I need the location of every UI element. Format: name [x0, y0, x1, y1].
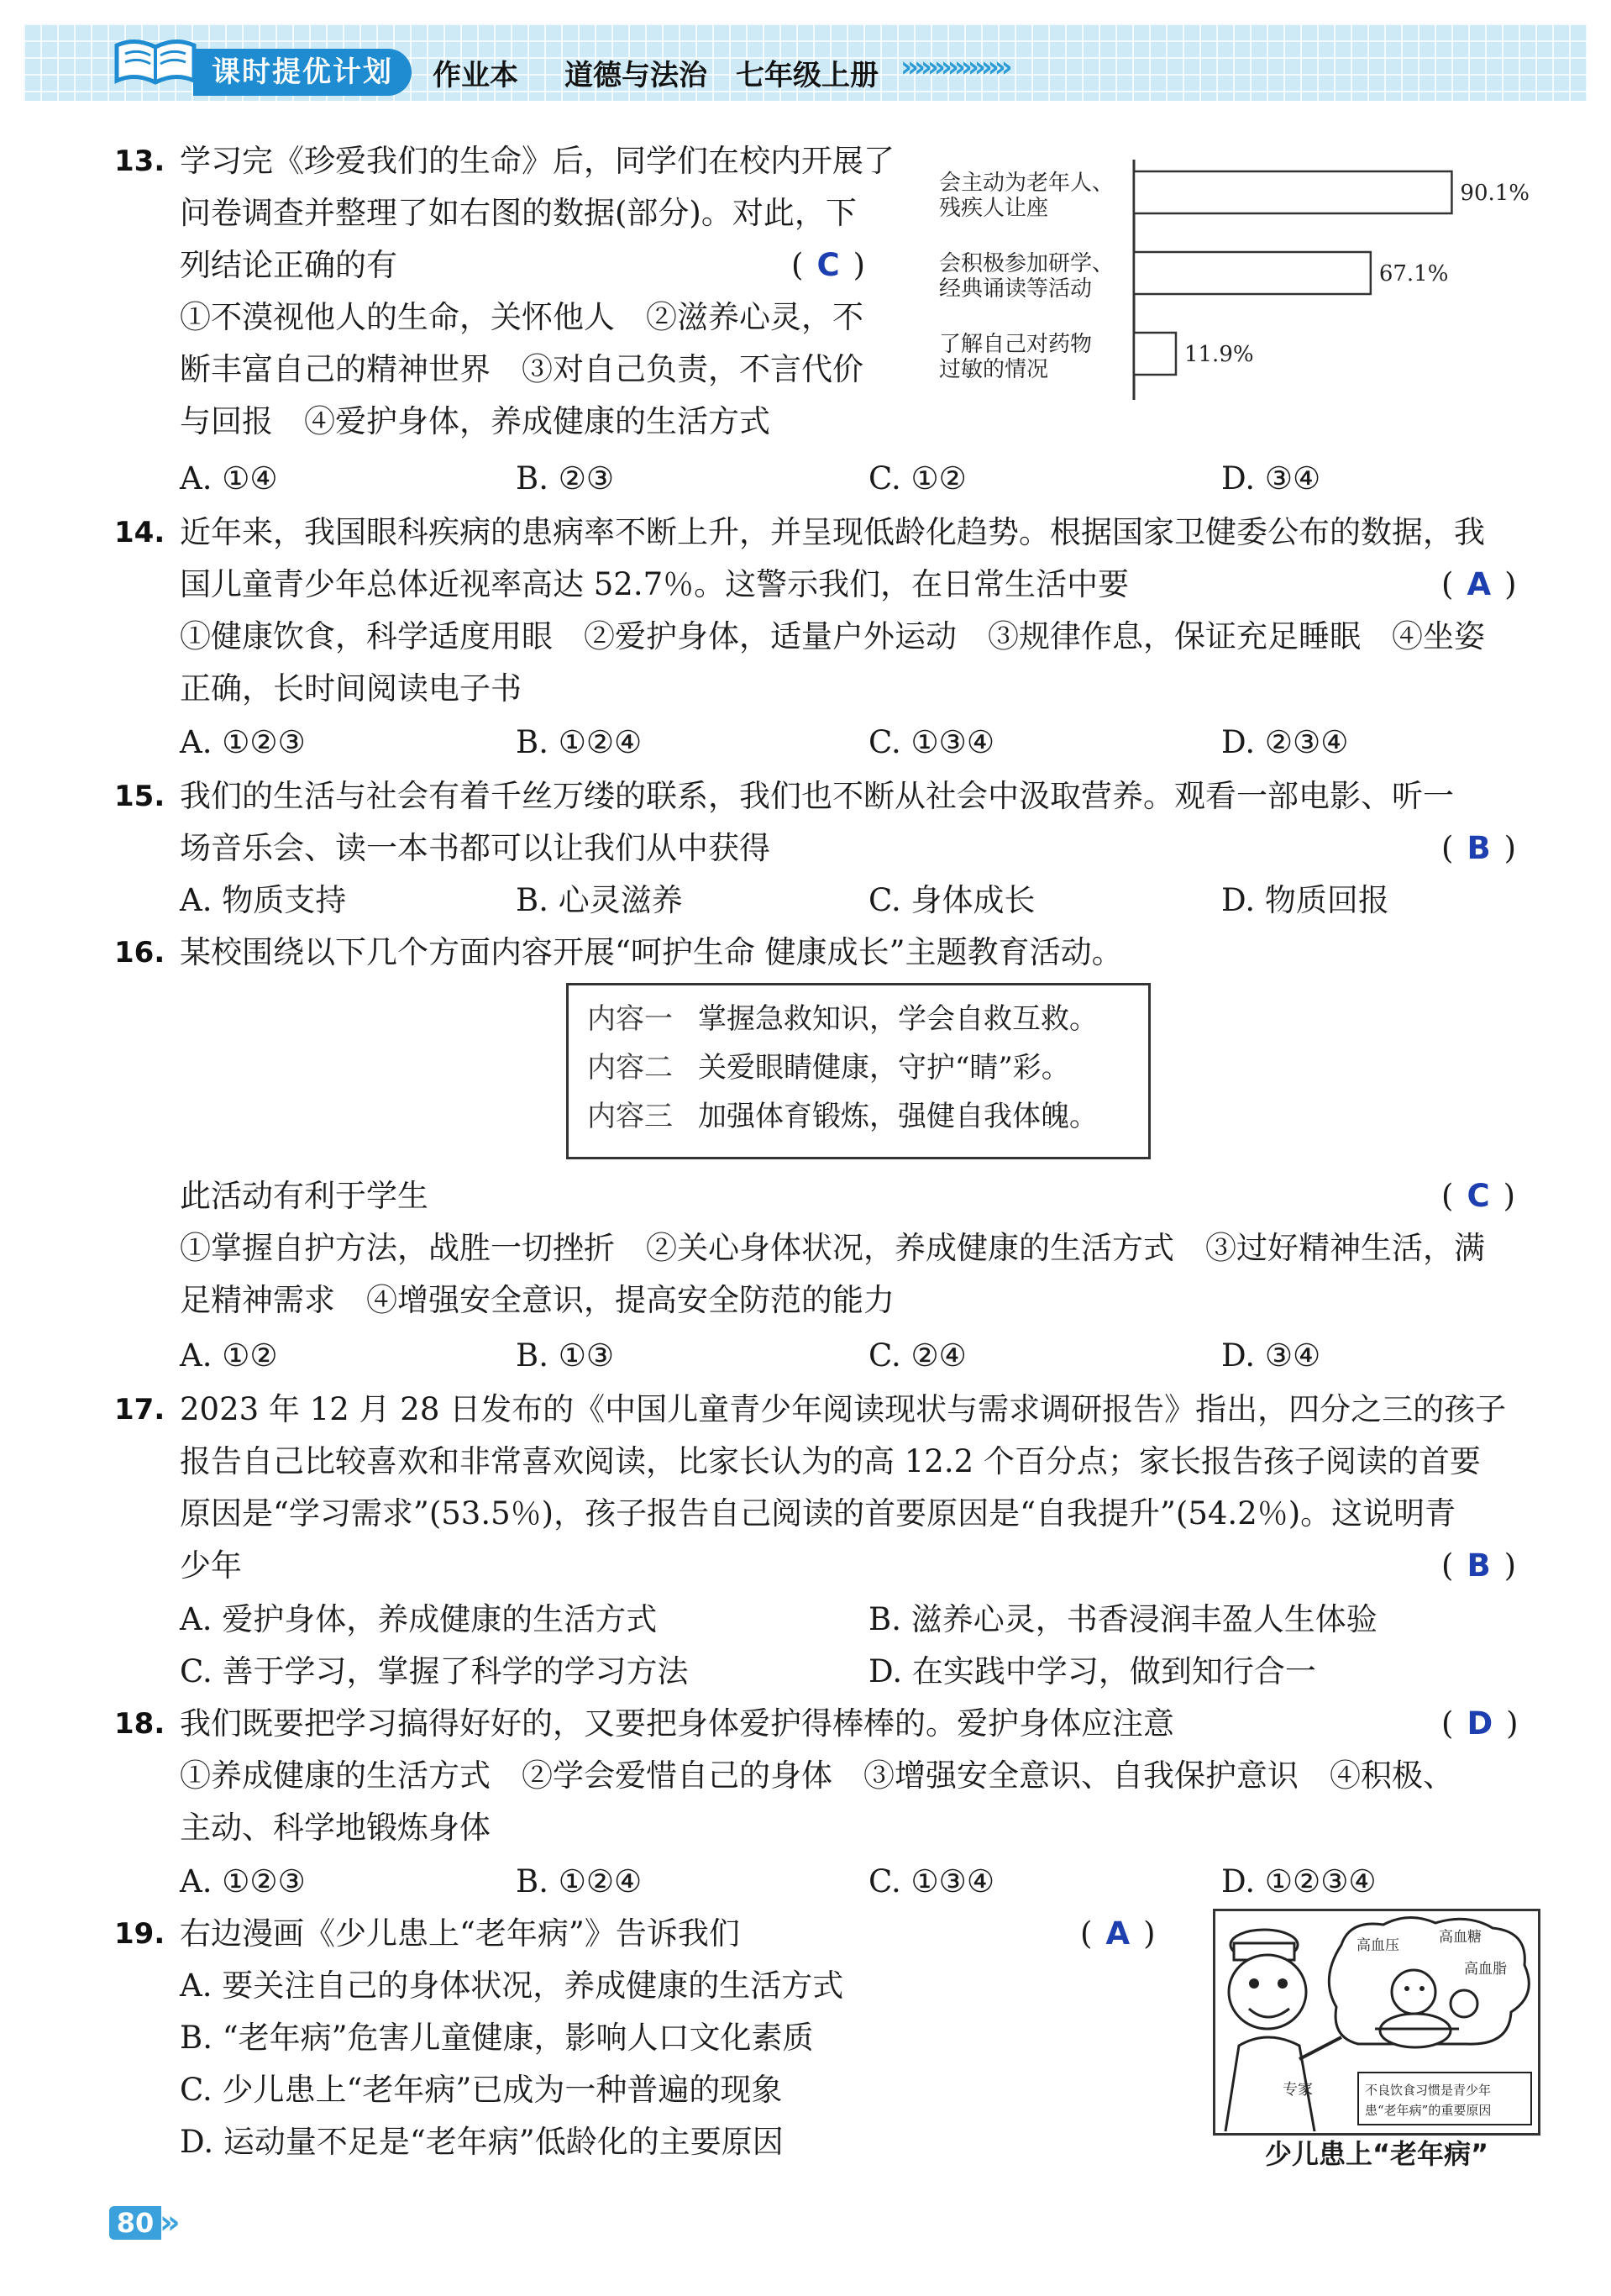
- survey-bar-chart: [932, 160, 1571, 412]
- content-row: 内容三 加强体育锻炼，强健自我体魄。: [587, 1100, 1098, 1133]
- q18-line-2: ①养成健康的生活方式 ②学会爱惜自己的身体 ③增强安全意识、自我保护意识 ④积极、: [180, 1757, 1454, 1794]
- cartoon-word: 高血糖: [1439, 1929, 1482, 1946]
- q17-option-d: D. 在实践中学习，做到知行合一: [868, 1653, 1316, 1689]
- q13-line-2: 问卷调查并整理了如右图的数据(部分)。对此，下: [180, 195, 857, 231]
- q13-line-3: 列结论正确的有: [180, 247, 397, 283]
- cartoon-caption: 少儿患上“老年病”: [1265, 2138, 1489, 2170]
- q18-line-1: 我们既要把学习搞得好好的，又要把身体爱护得棒棒的。爱护身体应注意: [180, 1705, 1174, 1742]
- q15-line-2: 场音乐会、读一本书都可以让我们从中获得: [180, 830, 770, 866]
- cartoon-expert-label: 专家: [1283, 2081, 1313, 2099]
- q15-answer: ( B ): [1441, 830, 1517, 866]
- q13-answer: ( C ): [791, 247, 866, 283]
- q19-option-a: A. 要关注自己的身体状况，养成健康的生活方式: [180, 1968, 844, 2004]
- chart-value-label: 67.1%: [1378, 261, 1449, 286]
- q17-line-4: 少年: [180, 1547, 242, 1584]
- q16-line-3: 足精神需求 ④增强安全意识，提高安全防范的能力: [180, 1282, 895, 1318]
- q13-line-5: 断丰富自己的精神世界 ③对自己负责，不言代价: [180, 351, 863, 387]
- q16-option-d: D. ③④: [1221, 1337, 1321, 1374]
- q17-answer-letter: B: [1467, 1547, 1491, 1584]
- q17-option-a: A. 爱护身体，养成健康的生活方式: [180, 1601, 658, 1637]
- chart-bar: [1134, 333, 1176, 375]
- q15-number: 15.: [114, 780, 165, 813]
- q17-number: 17.: [114, 1393, 165, 1426]
- q18-option-d: D. ①②③④: [1221, 1863, 1377, 1899]
- q15-option-b: B. 心灵滋养: [516, 882, 683, 918]
- q14-option-d: D. ②③④: [1221, 724, 1349, 760]
- q18-answer: ( D ): [1441, 1705, 1519, 1742]
- q13-line-1: 学习完《珍爱我们的生命》后，同学们在校内开展了: [180, 143, 895, 179]
- cartoon-word: 高血脂: [1464, 1961, 1507, 1978]
- cartoon-note-line: 不良饮食习惯是青少年: [1365, 2083, 1492, 2098]
- q17-option-b: B. 滋养心灵，书香浸润丰盈人生体验: [868, 1601, 1377, 1637]
- q16-line-1: 此活动有利于学生: [180, 1178, 428, 1214]
- q16-intro: 某校围绕以下几个方面内容开展“呵护生命 健康成长”主题教育活动。: [180, 934, 1123, 970]
- q19-number: 19.: [114, 1917, 165, 1951]
- chart-category-label: 会积极参加研学、: [939, 251, 1115, 276]
- q17-answer: ( B ): [1441, 1547, 1517, 1584]
- q14-line-1: 近年来，我国眼科疾病的患病率不断上升，并呈现低龄化趋势。根据国家卫健委公布的数据，我: [180, 514, 1485, 550]
- q14-answer-letter: A: [1467, 566, 1492, 602]
- q16-option-a: A. ①②: [180, 1337, 278, 1374]
- cartoon-note-line: 患“老年病”的重要原因: [1365, 2103, 1492, 2118]
- header-arrows-icon: »»»»»»»»: [900, 50, 1008, 84]
- q15-option-d: D. 物质回报: [1221, 882, 1389, 918]
- q17-line-2: 报告自己比较喜欢和非常喜欢阅读，比家长认为的高 12.2 个百分点；家长报告孩子阅读的首要: [180, 1443, 1481, 1479]
- book-type-label: 作业本: [433, 59, 518, 92]
- page-number: 80: [109, 2206, 161, 2240]
- chart-category-label: 会主动为老年人、: [939, 171, 1115, 196]
- chart-bar: [1134, 171, 1451, 213]
- q19-option-b: B. “老年病”危害儿童健康，影响人口文化素质: [180, 2020, 814, 2056]
- q19-line-1: 右边漫画《少儿患上“老年病”》告诉我们: [180, 1915, 740, 1952]
- q15-line-1: 我们的生活与社会有着千丝万缕的联系，我们也不断从社会中汲取营养。观看一部电影、听一: [180, 778, 1454, 814]
- q15-answer-letter: B: [1467, 830, 1491, 866]
- q19-option-d: D. 运动量不足是“老年病”低龄化的主要原因: [180, 2124, 784, 2160]
- q14-option-b: B. ①②④: [516, 724, 643, 760]
- q19-answer-letter: A: [1105, 1915, 1131, 1952]
- q13-option-a: A. ①④: [180, 460, 278, 497]
- cartoon-drawing: [1215, 1911, 1538, 2133]
- q13-line-6: 与回报 ④爱护身体，养成健康的生活方式: [180, 403, 770, 439]
- q13-option-c: C. ①②: [868, 460, 967, 497]
- chart-category-label: 过敏的情况: [939, 357, 1049, 382]
- q14-answer: ( A ): [1441, 566, 1517, 602]
- subject-label: 道德与法治 七年级上册: [564, 59, 879, 92]
- q18-option-c: C. ①③④: [868, 1863, 995, 1899]
- q16-answer: ( C ): [1441, 1178, 1516, 1214]
- chart-category-label: 了解自己对药物: [939, 332, 1093, 357]
- q19-answer: ( A ): [1080, 1915, 1156, 1952]
- chart-bar: [1134, 252, 1371, 294]
- q15-option-c: C. 身体成长: [868, 882, 1036, 918]
- open-book-icon: [113, 34, 197, 86]
- q18-line-3: 主动、科学地锻炼身体: [180, 1810, 491, 1846]
- q18-option-a: A. ①②③: [180, 1863, 306, 1899]
- q16-answer-letter: C: [1467, 1178, 1490, 1214]
- q13-line-4: ①不漠视他人的生命，关怀他人 ②滋养心灵，不: [180, 299, 863, 335]
- cartoon-word: 高血压: [1356, 1937, 1399, 1954]
- q18-answer-letter: D: [1467, 1705, 1493, 1742]
- content-row: 内容一 掌握急救知识，学会自救互救。: [587, 1002, 1098, 1036]
- q15-option-a: A. 物质支持: [180, 882, 347, 918]
- page-arrow-icon: »: [160, 2204, 174, 2241]
- q19-option-c: C. 少儿患上“老年病”已成为一种普遍的现象: [180, 2072, 783, 2108]
- q13-answer-letter: C: [816, 247, 840, 283]
- q14-option-a: A. ①②③: [180, 724, 306, 760]
- q14-line-4: 正确，长时间阅读电子书: [180, 670, 522, 707]
- q14-option-c: C. ①③④: [868, 724, 995, 760]
- q16-option-c: C. ②④: [868, 1337, 967, 1374]
- q17-line-3: 原因是“学习需求”(53.5％)，孩子报告自己阅读的首要原因是“自我提升”(54.2％)。这说明青: [180, 1495, 1456, 1532]
- brand-label: 课时提优计划: [193, 49, 412, 96]
- q17-option-c: C. 善于学习，掌握了科学的学习方法: [180, 1653, 689, 1689]
- q14-line-3: ①健康饮食，科学适度用眼 ②爱护身体，适量户外运动 ③规律作息，保证充足睡眠 ④坐姿: [180, 618, 1485, 654]
- activity-content-box: [566, 983, 1151, 1159]
- chart-value-label: 11.9%: [1183, 342, 1254, 367]
- q17-line-1: 2023 年 12 月 28 日发布的《中国儿童青少年阅读现状与需求调研报告》指出，四分之三的孩子: [180, 1391, 1507, 1427]
- q18-option-b: B. ①②④: [516, 1863, 643, 1899]
- q13-number: 13.: [114, 144, 165, 178]
- q16-line-2: ①掌握自护方法，战胜一切挫折 ②关心身体状况，养成健康的生活方式 ③过好精神生活，满: [180, 1230, 1485, 1266]
- q13-option-b: B. ②③: [516, 460, 615, 497]
- q14-number: 14.: [114, 516, 165, 549]
- cartoon-image: [1213, 1909, 1540, 2136]
- chart-value-label: 90.1%: [1460, 181, 1530, 206]
- q13-option-d: D. ③④: [1221, 460, 1321, 497]
- content-row: 内容二 关爱眼睛健康，守护“睛”彩。: [587, 1051, 1070, 1085]
- q14-line-2: 国儿童青少年总体近视率高达 52.7％。这警示我们，在日常生活中要: [180, 566, 1130, 602]
- chart-category-label: 残疾人让座: [939, 196, 1049, 221]
- chart-category-label: 经典诵读等活动: [939, 276, 1093, 302]
- q16-number: 16.: [114, 936, 165, 969]
- q16-option-b: B. ①③: [516, 1337, 615, 1374]
- q18-number: 18.: [114, 1707, 165, 1741]
